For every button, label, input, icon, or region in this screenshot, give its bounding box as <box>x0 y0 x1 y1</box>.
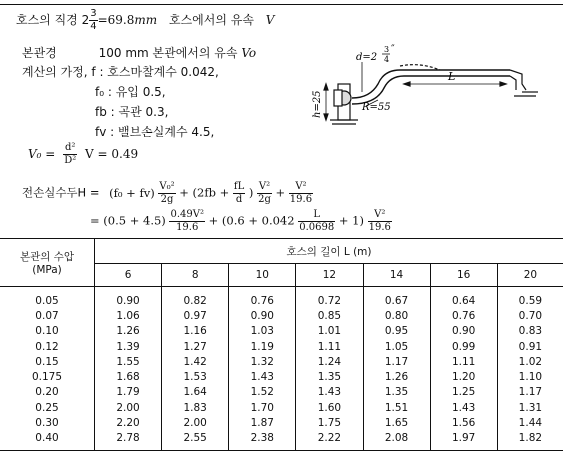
length-header-10: 10 <box>229 264 296 287</box>
velocity-cell: 1.75 <box>296 415 363 430</box>
velocity-cell: 2.22 <box>296 431 363 451</box>
velocity-cell: 0.80 <box>363 308 430 323</box>
head-loss-frac2 <box>233 182 245 205</box>
velocity-cell: 1.11 <box>296 339 363 354</box>
frac1-numerator: V₀² <box>159 181 175 192</box>
pressure-cell: 0.15 <box>0 354 95 369</box>
hose-diameter-label: 호스의 직경 2 <box>16 13 90 27</box>
length-label: L <box>448 70 456 83</box>
length-header-14: 14 <box>363 264 430 287</box>
sfrac2-denominator: 0.0698 <box>299 222 335 233</box>
velocity-cell: 0.83 <box>497 324 563 339</box>
main-pipe-velocity-label: 100 mm 본관에서의 유속 <box>98 46 238 60</box>
velocity-cell: 0.97 <box>162 308 229 323</box>
table-row <box>0 400 563 415</box>
pressure-cell: 0.12 <box>0 339 95 354</box>
hose-diameter-line <box>16 9 274 32</box>
hose-velocity-var: V <box>265 13 275 27</box>
head-loss-term-c: ) <box>248 185 254 200</box>
velocity-cell: 1.26 <box>95 324 162 339</box>
substituted-term-a: = (0.5 + 4.5) <box>90 213 166 228</box>
head-loss-frac1 <box>158 182 175 205</box>
velocity-cell: 1.19 <box>229 339 296 354</box>
velocity-cell: 1.01 <box>296 324 363 339</box>
velocity-cell: 2.38 <box>229 431 296 451</box>
frac4-numerator: V² <box>289 182 313 194</box>
velocity-cell: 1.35 <box>363 385 430 400</box>
velocity-cell: 1.56 <box>430 415 497 430</box>
head-loss-label: 전손실수두H = <box>22 185 100 200</box>
velocity-cell: 1.79 <box>95 385 162 400</box>
velocity-cell: 0.90 <box>430 324 497 339</box>
sfrac3-denominator: 19.6 <box>368 222 391 233</box>
pressure-column-header <box>0 239 95 287</box>
velocity-cell: 2.20 <box>95 415 162 430</box>
velocity-cell: 1.51 <box>363 400 430 415</box>
frac2-denominator: d <box>235 194 243 205</box>
velocity-cell: 1.24 <box>296 354 363 369</box>
velocity-cell: 0.90 <box>229 308 296 323</box>
fraction-denominator: 4 <box>90 21 97 32</box>
length-header-6: 6 <box>95 264 162 287</box>
length-group-header: 호스의 길이 L (m) <box>95 239 563 264</box>
velocity-cell: 1.64 <box>162 385 229 400</box>
table-row <box>0 354 563 369</box>
fraction-numerator: 3 <box>90 8 97 19</box>
velocity-cell: 1.05 <box>363 339 430 354</box>
velocity-cell: 1.32 <box>229 354 296 369</box>
velocity-cell: 2.00 <box>95 400 162 415</box>
velocity-cell: 1.20 <box>430 369 497 384</box>
velocity-cell: 2.08 <box>363 431 430 451</box>
substituted-frac1 <box>169 210 205 233</box>
table-row <box>0 287 563 309</box>
table-row <box>0 431 563 451</box>
velocity-cell: 1.35 <box>296 369 363 384</box>
velocity-cell: 1.25 <box>430 385 497 400</box>
velocity-cell: 0.99 <box>430 339 497 354</box>
velocity-cell: 0.82 <box>162 287 229 309</box>
length-header-16: 16 <box>430 264 497 287</box>
pressure-cell: 0.07 <box>0 308 95 323</box>
velocity-cell: 1.06 <box>95 308 162 323</box>
v0-denominator: D² <box>64 155 77 166</box>
diameter-frac-num: 3 <box>384 45 390 54</box>
pressure-cell: 0.25 <box>0 400 95 415</box>
hose-velocity-label: 호스에서의 유속 <box>168 13 254 27</box>
velocity-cell: 0.85 <box>296 308 363 323</box>
velocity-cell: 1.82 <box>497 431 563 451</box>
substituted-term-c: + 1) <box>338 213 364 228</box>
velocity-cell: 1.87 <box>229 415 296 430</box>
assumption-line-valve: fv : 밸브손실계수 4.5, <box>95 125 215 139</box>
length-header-20: 20 <box>497 264 563 287</box>
hose-diameter-unit: mm <box>134 13 158 27</box>
velocity-cell: 0.90 <box>95 287 162 309</box>
hose-diameter-fraction <box>89 9 97 32</box>
length-header-8: 8 <box>162 264 229 287</box>
diameter-frac-den: 4 <box>384 55 390 64</box>
table-row <box>0 385 563 400</box>
velocity-cell: 0.70 <box>497 308 563 323</box>
velocity-cell: 1.39 <box>95 339 162 354</box>
head-loss-substituted <box>90 210 392 233</box>
assumption-line-bend: fb : 곡관 0.3, <box>95 105 169 119</box>
velocity-cell: 0.95 <box>363 324 430 339</box>
velocity-cell: 1.17 <box>497 385 563 400</box>
height-label: h=25 <box>312 90 323 118</box>
head-loss-equation <box>22 182 313 205</box>
main-pipe-velocity-var: Vo <box>241 46 257 60</box>
table-row <box>0 369 563 384</box>
substituted-term-b: + (0.6 + 0.042 <box>208 213 295 228</box>
velocity-cell: 1.44 <box>497 415 563 430</box>
velocity-cell: 0.91 <box>497 339 563 354</box>
diameter-inch-mark: ″ <box>391 44 395 55</box>
diameter-label: d=2 <box>356 52 378 63</box>
velocity-cell: 1.43 <box>229 369 296 384</box>
velocity-cell: 1.43 <box>296 385 363 400</box>
velocity-cell: 1.60 <box>296 400 363 415</box>
velocity-cell: 1.02 <box>497 354 563 369</box>
velocity-table-body <box>0 287 563 451</box>
velocity-cell: 0.67 <box>363 287 430 309</box>
velocity-cell: 1.65 <box>363 415 430 430</box>
velocity-cell: 1.17 <box>363 354 430 369</box>
velocity-cell: 1.10 <box>497 369 563 384</box>
velocity-cell: 1.43 <box>430 400 497 415</box>
table-row <box>0 339 563 354</box>
substituted-frac2 <box>298 210 335 233</box>
v0-fraction <box>63 143 77 166</box>
pressure-cell: 0.40 <box>0 431 95 451</box>
velocity-cell: 1.53 <box>162 369 229 384</box>
velocity-cell: 1.97 <box>430 431 497 451</box>
velocity-cell: 2.78 <box>95 431 162 451</box>
velocity-cell: 1.42 <box>162 354 229 369</box>
head-loss-plus: + <box>275 185 286 200</box>
main-pipe-line <box>22 44 256 61</box>
pressure-header-line2: (MPa) <box>32 264 62 276</box>
head-loss-term-a: (f₀ + fv) <box>109 185 155 200</box>
sfrac1-numerator: 0.49V² <box>170 209 204 220</box>
frac1-denominator: 2g <box>160 194 174 205</box>
assumption-line-inlet: f₀ : 유입 0.5, <box>95 85 166 99</box>
substituted-frac3 <box>368 210 392 233</box>
pressure-cell: 0.20 <box>0 385 95 400</box>
assumption-line-friction: 계산의 가정, f : 호스마찰계수 0.042, <box>22 65 219 79</box>
velocity-cell: 1.52 <box>229 385 296 400</box>
top-rule <box>0 4 563 5</box>
sfrac3-numerator: V² <box>368 210 392 222</box>
v0-numerator: d² <box>64 142 76 153</box>
velocity-cell: 1.03 <box>229 324 296 339</box>
velocity-cell: 0.76 <box>430 308 497 323</box>
v0-equation <box>28 143 138 166</box>
table-row <box>0 308 563 323</box>
pressure-cell: 0.30 <box>0 415 95 430</box>
velocity-cell: 0.72 <box>296 287 363 309</box>
velocity-cell: 0.64 <box>430 287 497 309</box>
head-loss-frac4 <box>289 182 313 205</box>
velocity-cell: 1.31 <box>497 400 563 415</box>
head-loss-frac3 <box>257 182 272 205</box>
velocity-cell: 1.83 <box>162 400 229 415</box>
frac4-denominator: 19.6 <box>289 194 313 205</box>
velocity-cell: 0.76 <box>229 287 296 309</box>
pressure-cell: 0.10 <box>0 324 95 339</box>
table-row <box>0 324 563 339</box>
sfrac1-denominator: 19.6 <box>176 222 199 233</box>
table-row <box>0 415 563 430</box>
frac2-numerator: fL <box>233 181 245 192</box>
velocity-table <box>0 238 563 451</box>
frac3-denominator: 2g <box>258 194 271 205</box>
v0-rhs: V = 0.49 <box>85 147 139 161</box>
velocity-cell: 1.70 <box>229 400 296 415</box>
velocity-cell: 1.11 <box>430 354 497 369</box>
pressure-header-line1: 본관의 수압 <box>19 251 75 263</box>
sfrac2-numerator: L <box>298 210 335 222</box>
head-loss-term-b: + (2fb + <box>179 185 230 200</box>
velocity-cell: 2.55 <box>162 431 229 451</box>
velocity-cell: 1.68 <box>95 369 162 384</box>
velocity-cell: 1.55 <box>95 354 162 369</box>
velocity-cell: 0.59 <box>497 287 563 309</box>
velocity-cell: 1.27 <box>162 339 229 354</box>
velocity-cell: 2.00 <box>162 415 229 430</box>
hose-diagram <box>300 40 550 135</box>
hose-diameter-value: =69.8 <box>97 13 135 27</box>
frac3-numerator: V² <box>258 181 271 192</box>
pressure-cell: 0.05 <box>0 287 95 309</box>
main-pipe-label: 본관경 <box>22 46 57 60</box>
velocity-cell: 1.26 <box>363 369 430 384</box>
length-header-12: 12 <box>296 264 363 287</box>
pressure-cell: 0.175 <box>0 369 95 384</box>
v0-lhs: V₀ = <box>28 147 56 161</box>
radius-label: R=55 <box>362 102 391 113</box>
velocity-cell: 1.16 <box>162 324 229 339</box>
